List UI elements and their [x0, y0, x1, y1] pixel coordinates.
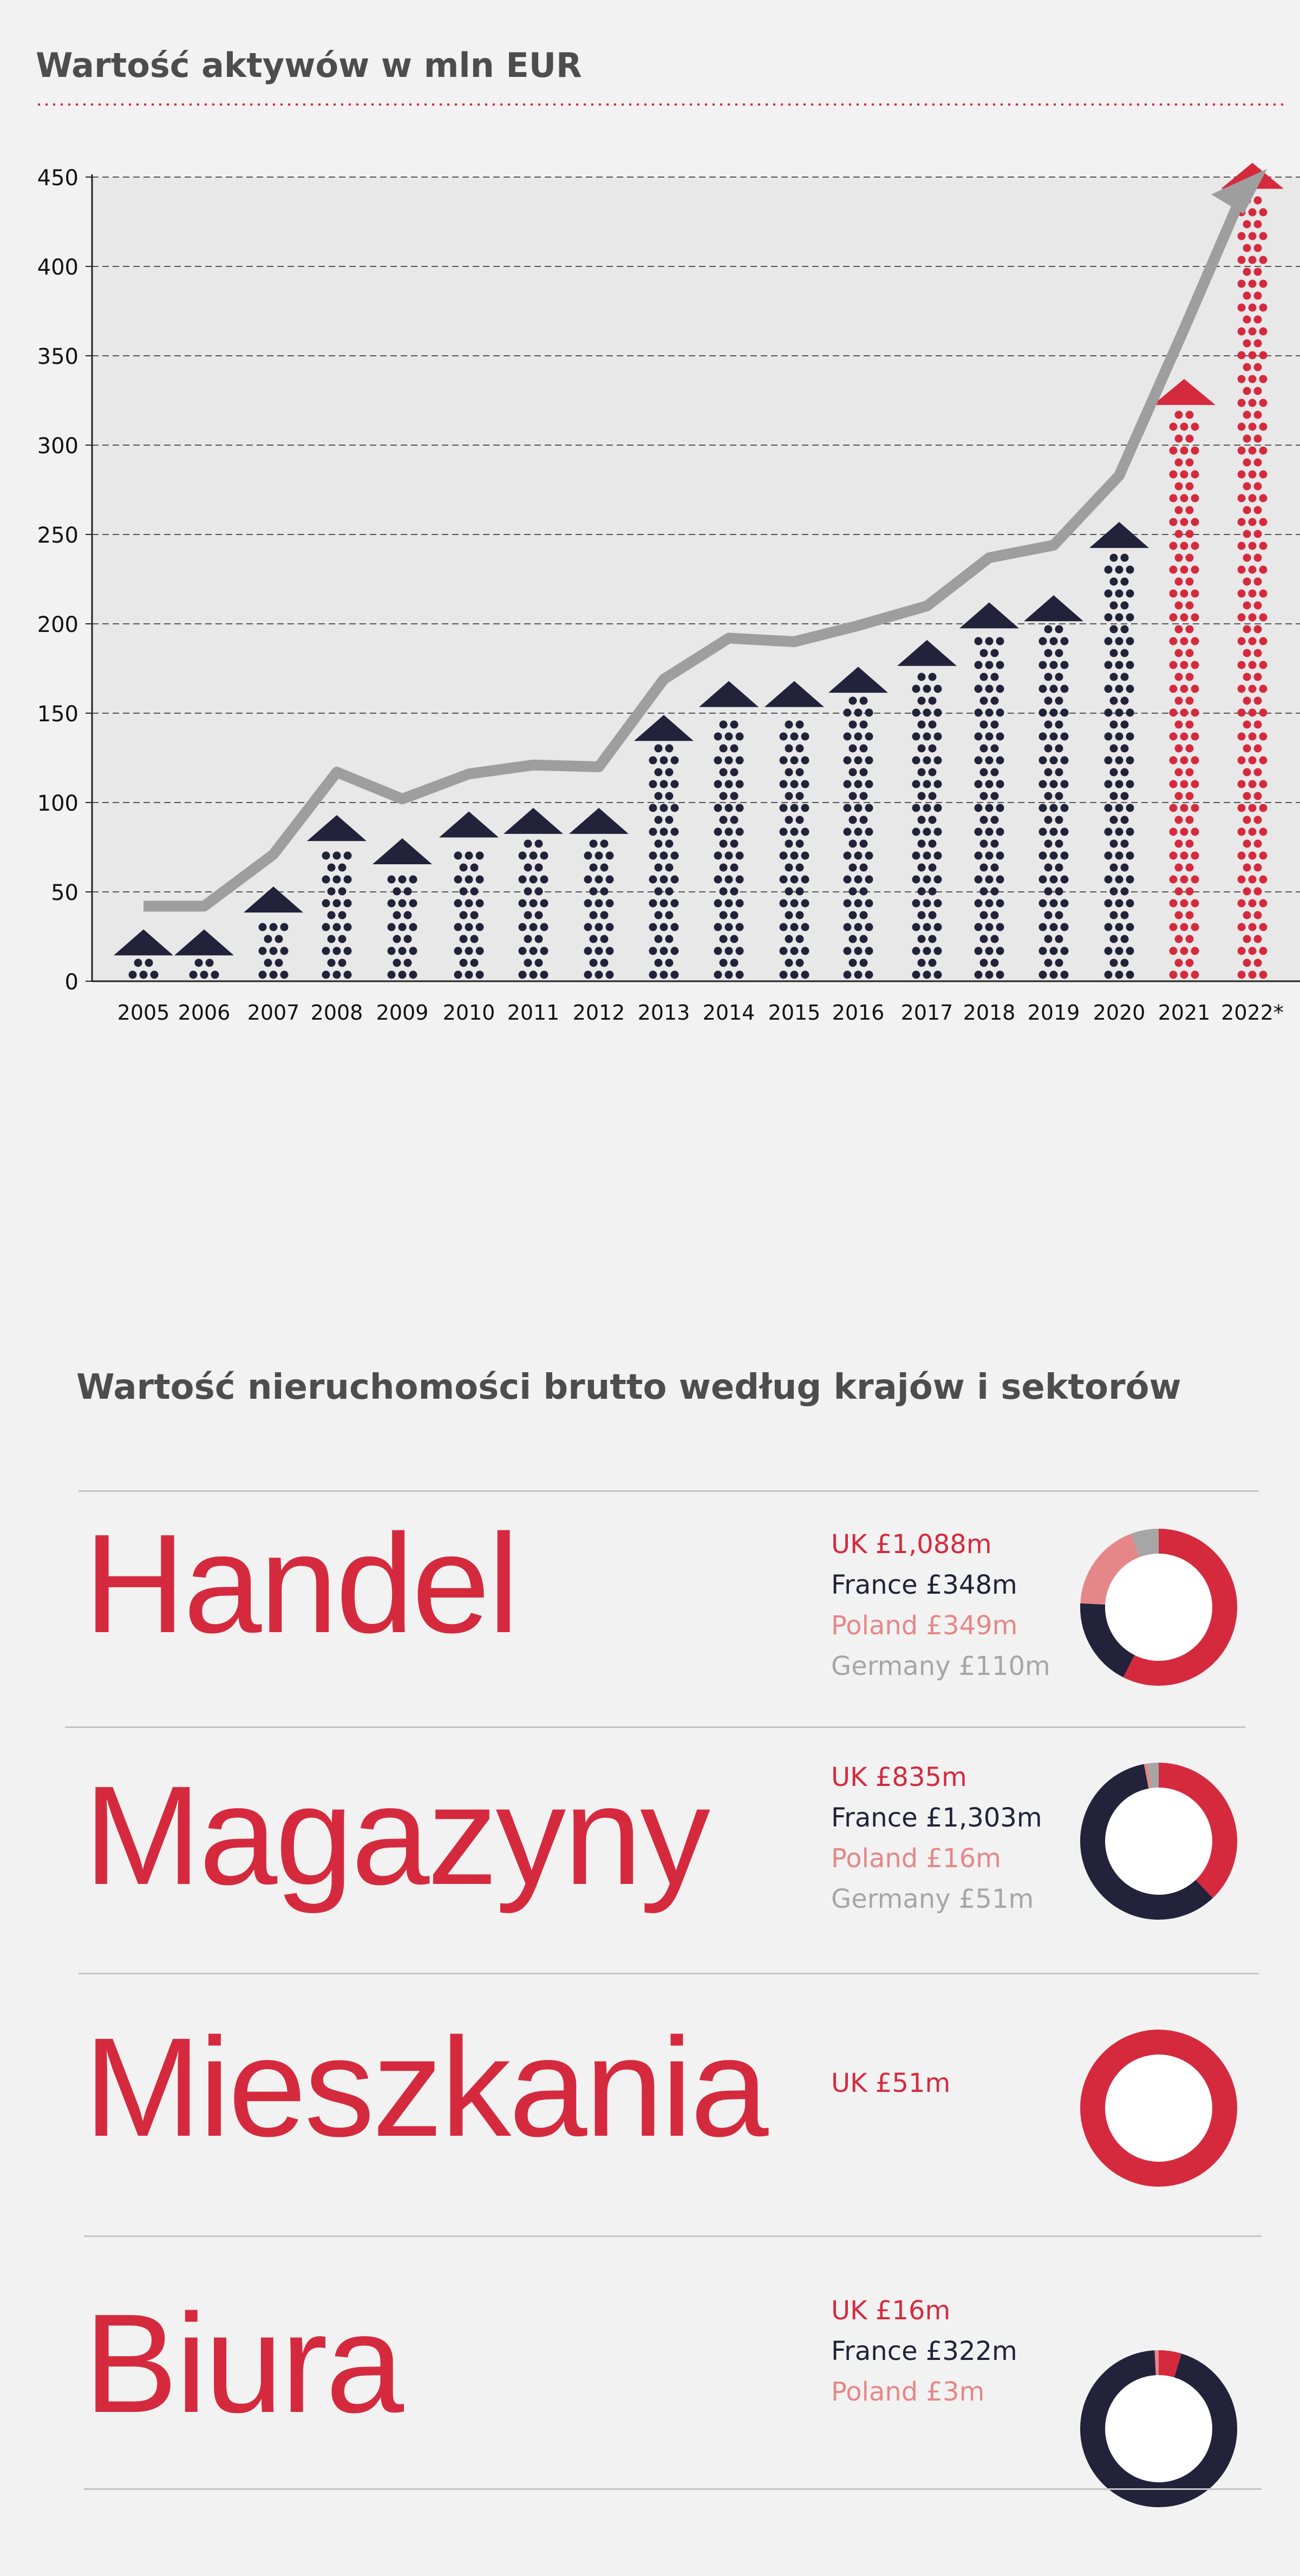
legend-entry — [831, 1879, 1042, 1920]
x-tick-label: 2022* — [1221, 1001, 1284, 1025]
legend-country: Poland — [831, 1843, 918, 1874]
legend-entry — [831, 1838, 1042, 1879]
x-tick-label: 2013 — [637, 1001, 690, 1025]
legend-entry — [831, 1798, 1042, 1838]
sector-divider — [84, 2235, 1262, 2237]
sector-divider — [79, 1490, 1259, 1492]
x-tick-label: 2006 — [178, 1001, 231, 1025]
legend-entry — [831, 2063, 950, 2104]
donut-chart-biura — [1077, 2347, 1240, 2510]
sector-divider — [79, 1973, 1259, 1974]
x-tick-label: 2010 — [442, 1001, 495, 1025]
legend-country: France — [831, 1570, 918, 1600]
y-tick-label: 250 — [37, 523, 79, 548]
x-tick-label: 2007 — [247, 1001, 300, 1025]
sector-legend — [831, 2291, 1017, 2412]
legend-amount: £1,303m — [925, 1803, 1042, 1833]
y-tick-label: 200 — [37, 612, 79, 637]
x-tick-label: 2020 — [1093, 1001, 1146, 1025]
asset-value-chart — [0, 0, 1300, 1056]
sector-divider — [84, 2488, 1262, 2490]
x-tick-label: 2011 — [507, 1001, 560, 1025]
legend-entry — [831, 1565, 1050, 1606]
legend-amount: £51m — [958, 1884, 1034, 1914]
y-tick-label: 450 — [37, 166, 79, 191]
legend-amount: £1,088m — [875, 1529, 992, 1560]
legend-amount: £110m — [958, 1651, 1050, 1681]
x-tick-label: 2017 — [900, 1001, 953, 1025]
legend-entry — [831, 1646, 1050, 1687]
donut-chart-handel — [1077, 1526, 1240, 1688]
sector-legend — [831, 2063, 950, 2104]
legend-entry — [831, 2291, 1017, 2331]
sector-legend — [831, 1524, 1050, 1687]
y-tick-label: 100 — [37, 791, 79, 816]
chart-title: Wartość aktywów w mln EUR — [36, 45, 582, 85]
y-tick-label: 0 — [64, 970, 79, 995]
legend-amount: £835m — [875, 1762, 967, 1792]
legend-amount: £322m — [925, 2336, 1017, 2366]
legend-country: France — [831, 2336, 918, 2366]
sector-name-mieszkania: Mieszkania — [84, 2009, 767, 2166]
legend-country: Germany — [831, 1884, 951, 1914]
legend-amount: £16m — [926, 1843, 1001, 1874]
donut-chart-magazyny — [1077, 1760, 1240, 1922]
legend-entry — [831, 1524, 1050, 1565]
x-tick-label: 2019 — [1027, 1001, 1080, 1025]
legend-country: UK — [831, 1762, 867, 1792]
legend-country: UK — [831, 1529, 867, 1560]
legend-entry — [831, 1606, 1050, 1646]
legend-amount: £16m — [875, 2295, 951, 2326]
legend-entry — [831, 2372, 1017, 2412]
x-tick-label: 2021 — [1158, 1001, 1211, 1025]
x-tick-label: 2005 — [117, 1001, 170, 1025]
y-tick-label: 350 — [37, 344, 79, 369]
x-tick-label: 2014 — [702, 1001, 755, 1025]
legend-country: France — [831, 1803, 918, 1833]
y-tick-label: 400 — [37, 255, 79, 280]
legend-amount: £3m — [926, 2377, 985, 2407]
sector-name-handel: Handel — [84, 1505, 517, 1662]
legend-amount: £349m — [926, 1610, 1018, 1641]
x-tick-label: 2018 — [963, 1001, 1016, 1025]
legend-country: Poland — [831, 2377, 918, 2407]
sector-legend — [831, 1757, 1042, 1920]
donut-chart-mieszkania — [1077, 2027, 1240, 2189]
y-tick-label: 150 — [37, 702, 79, 727]
legend-amount: £348m — [925, 1570, 1017, 1600]
x-tick-label: 2008 — [310, 1001, 363, 1025]
y-tick-label: 50 — [51, 881, 79, 905]
legend-entry — [831, 1757, 1042, 1798]
legend-country: UK — [831, 2068, 867, 2098]
sector-breakdown-title: Wartość nieruchomości brutto według krajów i sektorów — [76, 1367, 1181, 1407]
x-tick-label: 2012 — [572, 1001, 625, 1025]
x-tick-label: 2015 — [768, 1001, 821, 1025]
legend-country: UK — [831, 2295, 867, 2326]
x-tick-label: 2016 — [832, 1001, 885, 1025]
legend-country: Germany — [831, 1651, 951, 1681]
x-tick-label: 2009 — [376, 1001, 429, 1025]
sector-divider — [65, 1726, 1245, 1728]
legend-amount: £51m — [875, 2068, 951, 2098]
sector-name-magazyny: Magazyny — [84, 1757, 708, 1914]
y-tick-label: 300 — [37, 434, 79, 459]
legend-entry — [831, 2331, 1017, 2372]
legend-country: Poland — [831, 1610, 918, 1641]
sector-name-biura: Biura — [84, 2285, 402, 2442]
